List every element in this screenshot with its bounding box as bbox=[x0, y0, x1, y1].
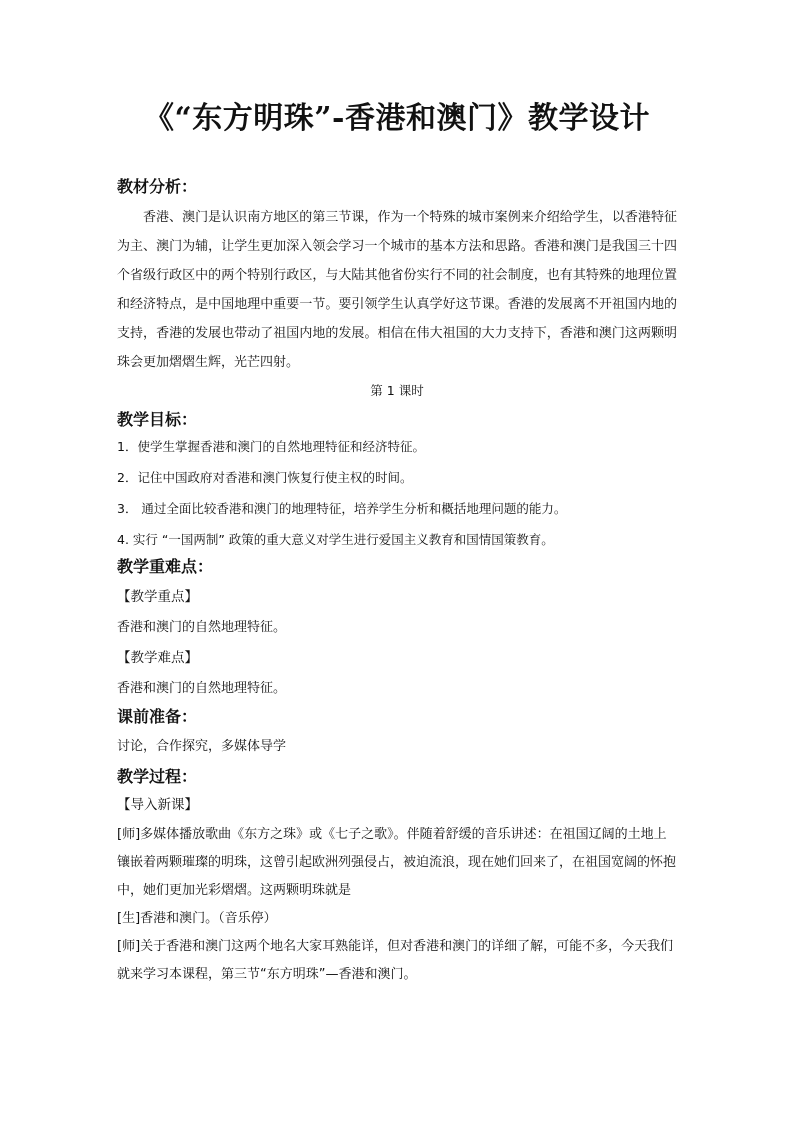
process-paragraph-2: [生]香港和澳门。（音乐停） bbox=[117, 911, 277, 926]
process-heading: 教学过程： bbox=[117, 767, 198, 786]
document-page bbox=[117, 0, 677, 1123]
difficulty-text: 香港和澳门的自然地理特征。 bbox=[117, 681, 287, 696]
intro-label: 【导入新课】 bbox=[117, 797, 198, 813]
document-title: 《“东方明珠”-香港和澳门》教学设计 bbox=[144, 101, 650, 136]
preparation-heading: 课前准备： bbox=[117, 707, 198, 726]
process-paragraph-1: [师]多媒体播放歌曲《东方之珠》或《七子之歌》。伴随着舒缓的音乐讲述：在祖国辽阔的土地上镶嵌着两颗璀璨的明珠，这曾引起欧洲列强侵占，被迫流浪，现在她们回来了，在祖国宽阔的怀抱中，她们更加光彩熠熠。这两颗明珠就是 bbox=[117, 827, 677, 898]
objectives-heading: 教学目标： bbox=[117, 410, 198, 429]
lesson-label: 第 1 课时 bbox=[370, 383, 424, 398]
objective-item: 1．使学生掌握香港和澳门的自然地理特征和经济特征。 bbox=[117, 439, 425, 454]
focus-text: 香港和澳门的自然地理特征。 bbox=[117, 620, 287, 635]
objectives-list bbox=[117, 436, 677, 551]
key-points-heading: 教学重难点： bbox=[117, 557, 214, 576]
objective-item: 3． 通过全面比较香港和澳门的地理特征，培养学生分析和概括地理问题的能力。 bbox=[117, 501, 567, 516]
difficulty-label: 【教学难点】 bbox=[117, 650, 198, 666]
objective-item: 4. 实行 “一国两制” 政策的重大意义对学生进行爱国主义教育和国情国策教育。 bbox=[117, 532, 554, 547]
preparation-text: 讨论，合作探究，多媒体导学 bbox=[117, 739, 287, 754]
focus-label: 【教学重点】 bbox=[117, 589, 198, 605]
process-paragraph-3: [师]关于香港和澳门这两个地名大家耳熟能详，但对香港和澳门的详细了解，可能不多，今天我们就来学习本课程，第三节“东方明珠”—香港和澳门。 bbox=[117, 939, 674, 982]
analysis-paragraph: 香港、澳门是认识南方地区的第三节课，作为一个特殊的城市案例来介绍给学生，以香港特征为主、澳门为辅，让学生更加深入领会学习一个城市的基本方法和思路。香港和澳门是我国三十四个省级行政区中的两个特别行政区，与大陆其他省份实行不同的社会制度，也有其特殊的地理位置和经济特点，是中国地理中重要一节。要引领学生认真学好这节课。香港的发展离不开祖国内地的支持，香港的发展也带动了祖国内地的发展。相信在伟大祖国的大力支持下，香港和澳门这两颗明珠会更加熠熠生辉，光芒四射。 bbox=[117, 210, 677, 370]
objective-item: 2．记住中国政府对香港和澳门恢复行使主权的时间。 bbox=[117, 470, 413, 485]
analysis-heading: 教材分析： bbox=[117, 177, 198, 196]
